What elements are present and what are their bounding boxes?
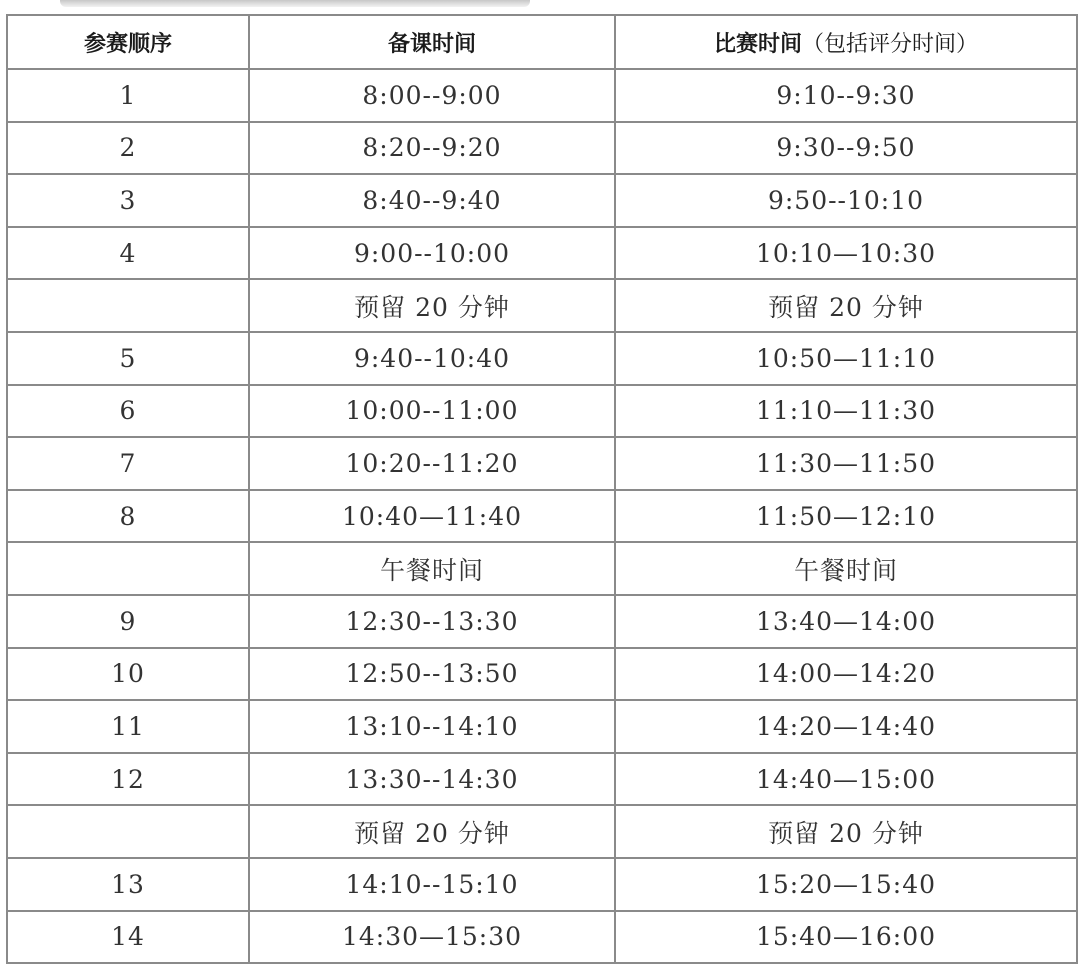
- cell-order: 11: [7, 700, 249, 753]
- cell-order: 10: [7, 648, 249, 701]
- header-order: 参赛顺序: [7, 15, 249, 69]
- cell-contest: 15:20—15:40: [615, 858, 1077, 911]
- cell-contest: 15:40—16:00: [615, 911, 1077, 964]
- cell-contest: 13:40—14:00: [615, 595, 1077, 648]
- cell-contest: 11:30—11:50: [615, 437, 1077, 490]
- cell-contest: 11:10—11:30: [615, 385, 1077, 438]
- table-row: [7, 437, 1077, 490]
- table-row: [7, 227, 1077, 280]
- cell-order: 5: [7, 332, 249, 385]
- cell-prep: 9:40--10:40: [249, 332, 615, 385]
- cell-contest: 14:40—15:00: [615, 753, 1077, 806]
- cell-prep: 8:20--9:20: [249, 122, 615, 175]
- cell-order: 1: [7, 69, 249, 122]
- cell-contest: 10:10—10:30: [615, 227, 1077, 280]
- header-contest-note: （包括评分时间）: [802, 31, 979, 57]
- table-header: [7, 15, 1077, 69]
- cell-prep: 10:40—11:40: [249, 490, 615, 543]
- cell-prep: 12:30--13:30: [249, 595, 615, 648]
- table-row: [7, 332, 1077, 385]
- table-row: [7, 69, 1077, 122]
- cell-prep: 午餐时间: [249, 542, 615, 595]
- table-row: [7, 122, 1077, 175]
- table-row: [7, 174, 1077, 227]
- cell-prep: 预留 20 分钟: [249, 805, 615, 858]
- cell-prep: 10:20--11:20: [249, 437, 615, 490]
- table-row: [7, 753, 1077, 806]
- cell-order: 7: [7, 437, 249, 490]
- cell-order: 14: [7, 911, 249, 964]
- cell-prep: 9:00--10:00: [249, 227, 615, 280]
- header-contest-time: [615, 15, 1077, 69]
- table-row: [7, 805, 1077, 858]
- header-contest-label: 比赛时间: [713, 31, 802, 57]
- header-prep-time: 备课时间: [249, 15, 615, 69]
- table-row: [7, 858, 1077, 911]
- cell-order: [7, 279, 249, 332]
- cell-prep: 10:00--11:00: [249, 385, 615, 438]
- table-row: [7, 700, 1077, 753]
- cell-contest: 14:00—14:20: [615, 648, 1077, 701]
- header-row: [7, 15, 1077, 69]
- cell-order: [7, 542, 249, 595]
- cell-contest: 午餐时间: [615, 542, 1077, 595]
- cell-order: 12: [7, 753, 249, 806]
- cell-order: 8: [7, 490, 249, 543]
- cell-prep: 预留 20 分钟: [249, 279, 615, 332]
- cell-prep: 14:10--15:10: [249, 858, 615, 911]
- cell-prep: 13:10--14:10: [249, 700, 615, 753]
- cropped-heading-strip: [60, 0, 530, 7]
- cell-order: 6: [7, 385, 249, 438]
- table-row: [7, 490, 1077, 543]
- cell-prep: 14:30—15:30: [249, 911, 615, 964]
- cell-contest: 预留 20 分钟: [615, 805, 1077, 858]
- cell-prep: 8:40--9:40: [249, 174, 615, 227]
- table-row: [7, 385, 1077, 438]
- table-row: [7, 595, 1077, 648]
- cell-contest: 11:50—12:10: [615, 490, 1077, 543]
- cell-prep: 8:00--9:00: [249, 69, 615, 122]
- cell-contest: 9:50--10:10: [615, 174, 1077, 227]
- schedule-table: [6, 14, 1078, 964]
- table-row: [7, 542, 1077, 595]
- cell-order: 2: [7, 122, 249, 175]
- cell-contest: 9:10--9:30: [615, 69, 1077, 122]
- table-row: [7, 648, 1077, 701]
- cell-prep: 12:50--13:50: [249, 648, 615, 701]
- cell-order: 9: [7, 595, 249, 648]
- cell-contest: 预留 20 分钟: [615, 279, 1077, 332]
- cell-order: 4: [7, 227, 249, 280]
- cell-order: [7, 805, 249, 858]
- cell-contest: 10:50—11:10: [615, 332, 1077, 385]
- table-row: [7, 911, 1077, 964]
- table-row: [7, 279, 1077, 332]
- cell-contest: 9:30--9:50: [615, 122, 1077, 175]
- cell-order: 13: [7, 858, 249, 911]
- cell-contest: 14:20—14:40: [615, 700, 1077, 753]
- cell-prep: 13:30--14:30: [249, 753, 615, 806]
- cell-order: 3: [7, 174, 249, 227]
- table-body: [7, 69, 1077, 963]
